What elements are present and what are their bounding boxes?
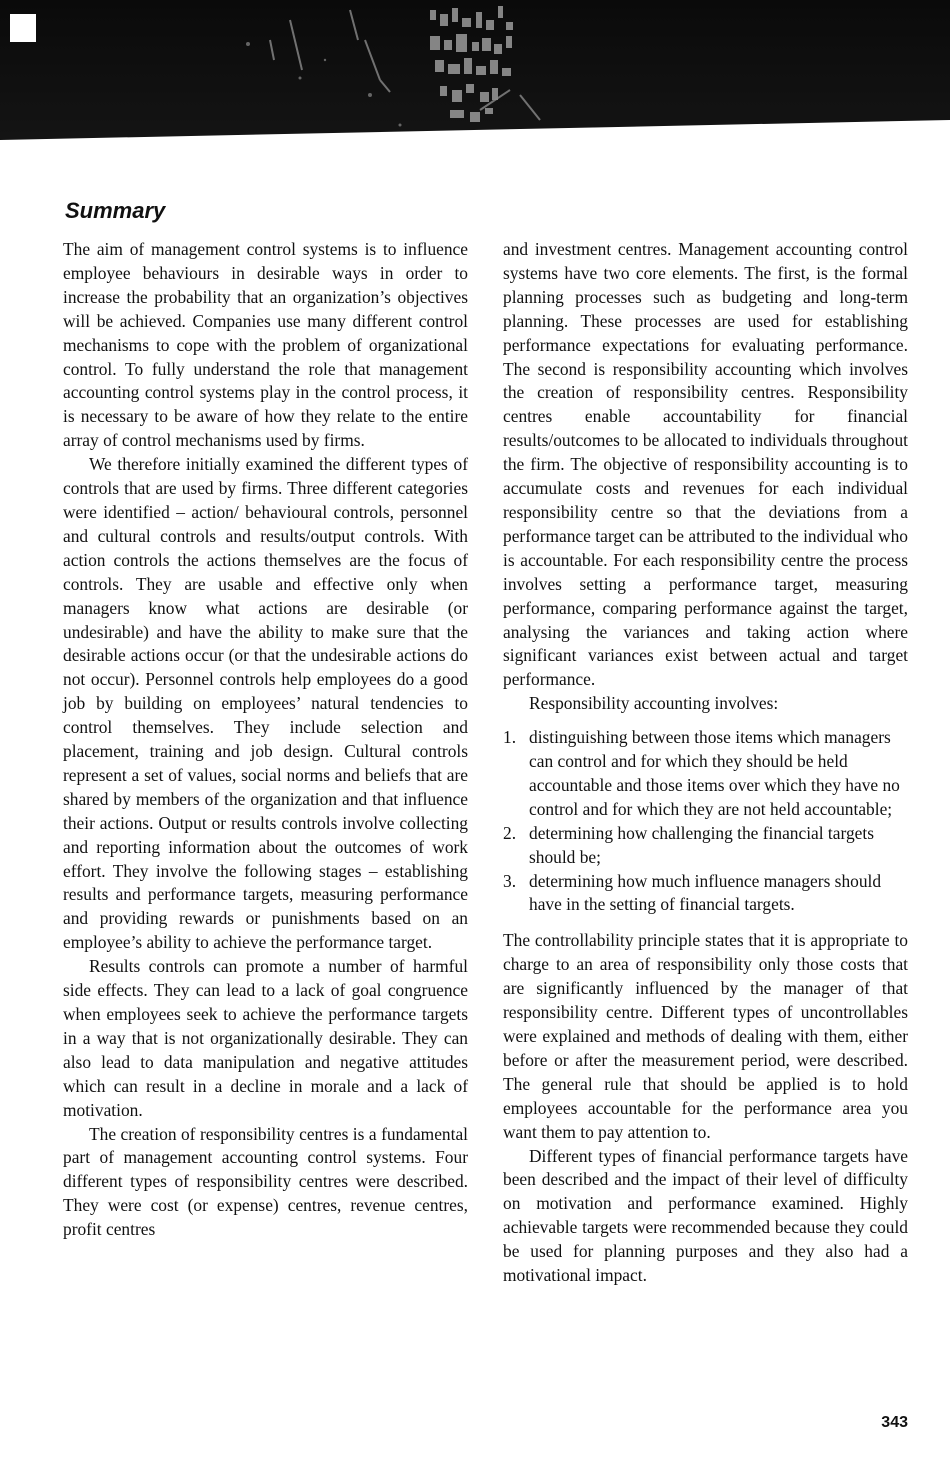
page-number: 343	[881, 1414, 908, 1431]
paragraph: The controllability principle states that it is appropriate to charge to an area of responsibility only those costs that are significantly influenced by the manager of that responsibility centre. Different types of uncontrollables were explained and methods of dealing with them, either before or after the measurement period, were described. The general rule that should be applied is to hold employees accountable for the performance area you want them to pay attention to.	[503, 930, 908, 1142]
list-item-text: distinguishing between those items which managers can control and for which they should be held accountable and those items over which they have no control and for which they are not held accountable;	[529, 727, 900, 819]
paragraph: Different types of financial performance targets have been described and the impact of their level of difficulty on motivation and performance examined. Highly achievable targets were recommended because they could be used for planning purposes and they also had a motivational impact.	[503, 1145, 908, 1286]
list-item	[503, 870, 908, 918]
header-banner	[0, 0, 950, 140]
list-number: 2.	[503, 822, 517, 843]
paragraph: We therefore initially examined the different types of controls that are used by firms. Three different categories were identified – action/ behavioural controls, personnel and cultural controls and results/output controls. With action controls the actions themselves are the focus of controls. They are usable and effective only when managers know what actions are desirable (or undesirable) and have the ability to make sure that the desirable actions occur (or that the undesirable actions do not occur). Personnel controls help employees do a good job by building on employees’ natural tendencies to control themselves. They include selection and placement, training and job design. Cultural controls represent a set of values, social norms and beliefs that are shared by members of the organization and that influence their actions. Output or results controls involve collecting and reporting information about the outcomes of work effort. They involve the following stages – establishing results and performance targets, measuring performance and providing rewards or punishments based on an employee’s ability to achieve the performance target.	[63, 454, 468, 953]
list-item-text: determining how much influence managers should have in the setting of financial targets.	[529, 870, 882, 915]
paragraph: The creation of responsibility centres is a fundamental part of management accounting control systems. Four different types of responsibility centres were described. They were cost (or expense) centres, revenue centres, profit centres	[63, 1123, 468, 1240]
paragraph: and investment centres. Management accounting control systems have two core elements. The first, is the formal planning processes such as budgeting and long-term planning. These processes are used for establishing performance expectations for evaluating performance. The second is responsibility accounting which involves the creation of responsibility centres. Responsibility centres enable accountability for financial results/outcomes to be allocated to individuals throughout the firm. The objective of responsibility accounting is to accumulate costs and revenues for each individual responsibility centre so that the deviations from a performance target can be attributed to the individual who is accountable. For each responsibility centre the process involves setting a performance target, measuring performance, comparing performance against the target, analysing the variances and taking action where significant variances exist between actual and target performance.	[503, 239, 908, 690]
list-number: 3.	[503, 870, 517, 891]
section-heading: Summary	[65, 198, 166, 223]
list-item	[503, 822, 908, 870]
numbered-list	[503, 726, 908, 917]
left-column	[63, 238, 468, 1242]
banner-texture	[230, 0, 550, 135]
right-column	[503, 238, 908, 1288]
banner-square	[10, 14, 36, 42]
list-intro: Responsibility accounting involves:	[529, 693, 779, 714]
paragraph: Results controls can promote a number of harmful side effects. They can lead to a lack of goal congruence when employees seek to achieve the performance targets in a way that is not organizationally desirable. They can also lead to data manipulation and negative attitudes which can result in a decline in morale and a lack of motivation.	[63, 956, 468, 1120]
list-number: 1.	[503, 727, 517, 748]
list-item	[503, 726, 908, 822]
paragraph: The aim of management control systems is to influence employee behaviours in desirable ways in order to increase the probability that an organization’s objectives will be achieved. Companies use many different control mechanisms to cope with the problem of organizational control. To fully understand the role that management accounting control systems play in the control process, it is necessary to be aware of how they relate to the entire array of control mechanisms used by firms.	[63, 239, 468, 451]
list-item-text: determining how challenging the financial targets should be;	[529, 822, 874, 867]
